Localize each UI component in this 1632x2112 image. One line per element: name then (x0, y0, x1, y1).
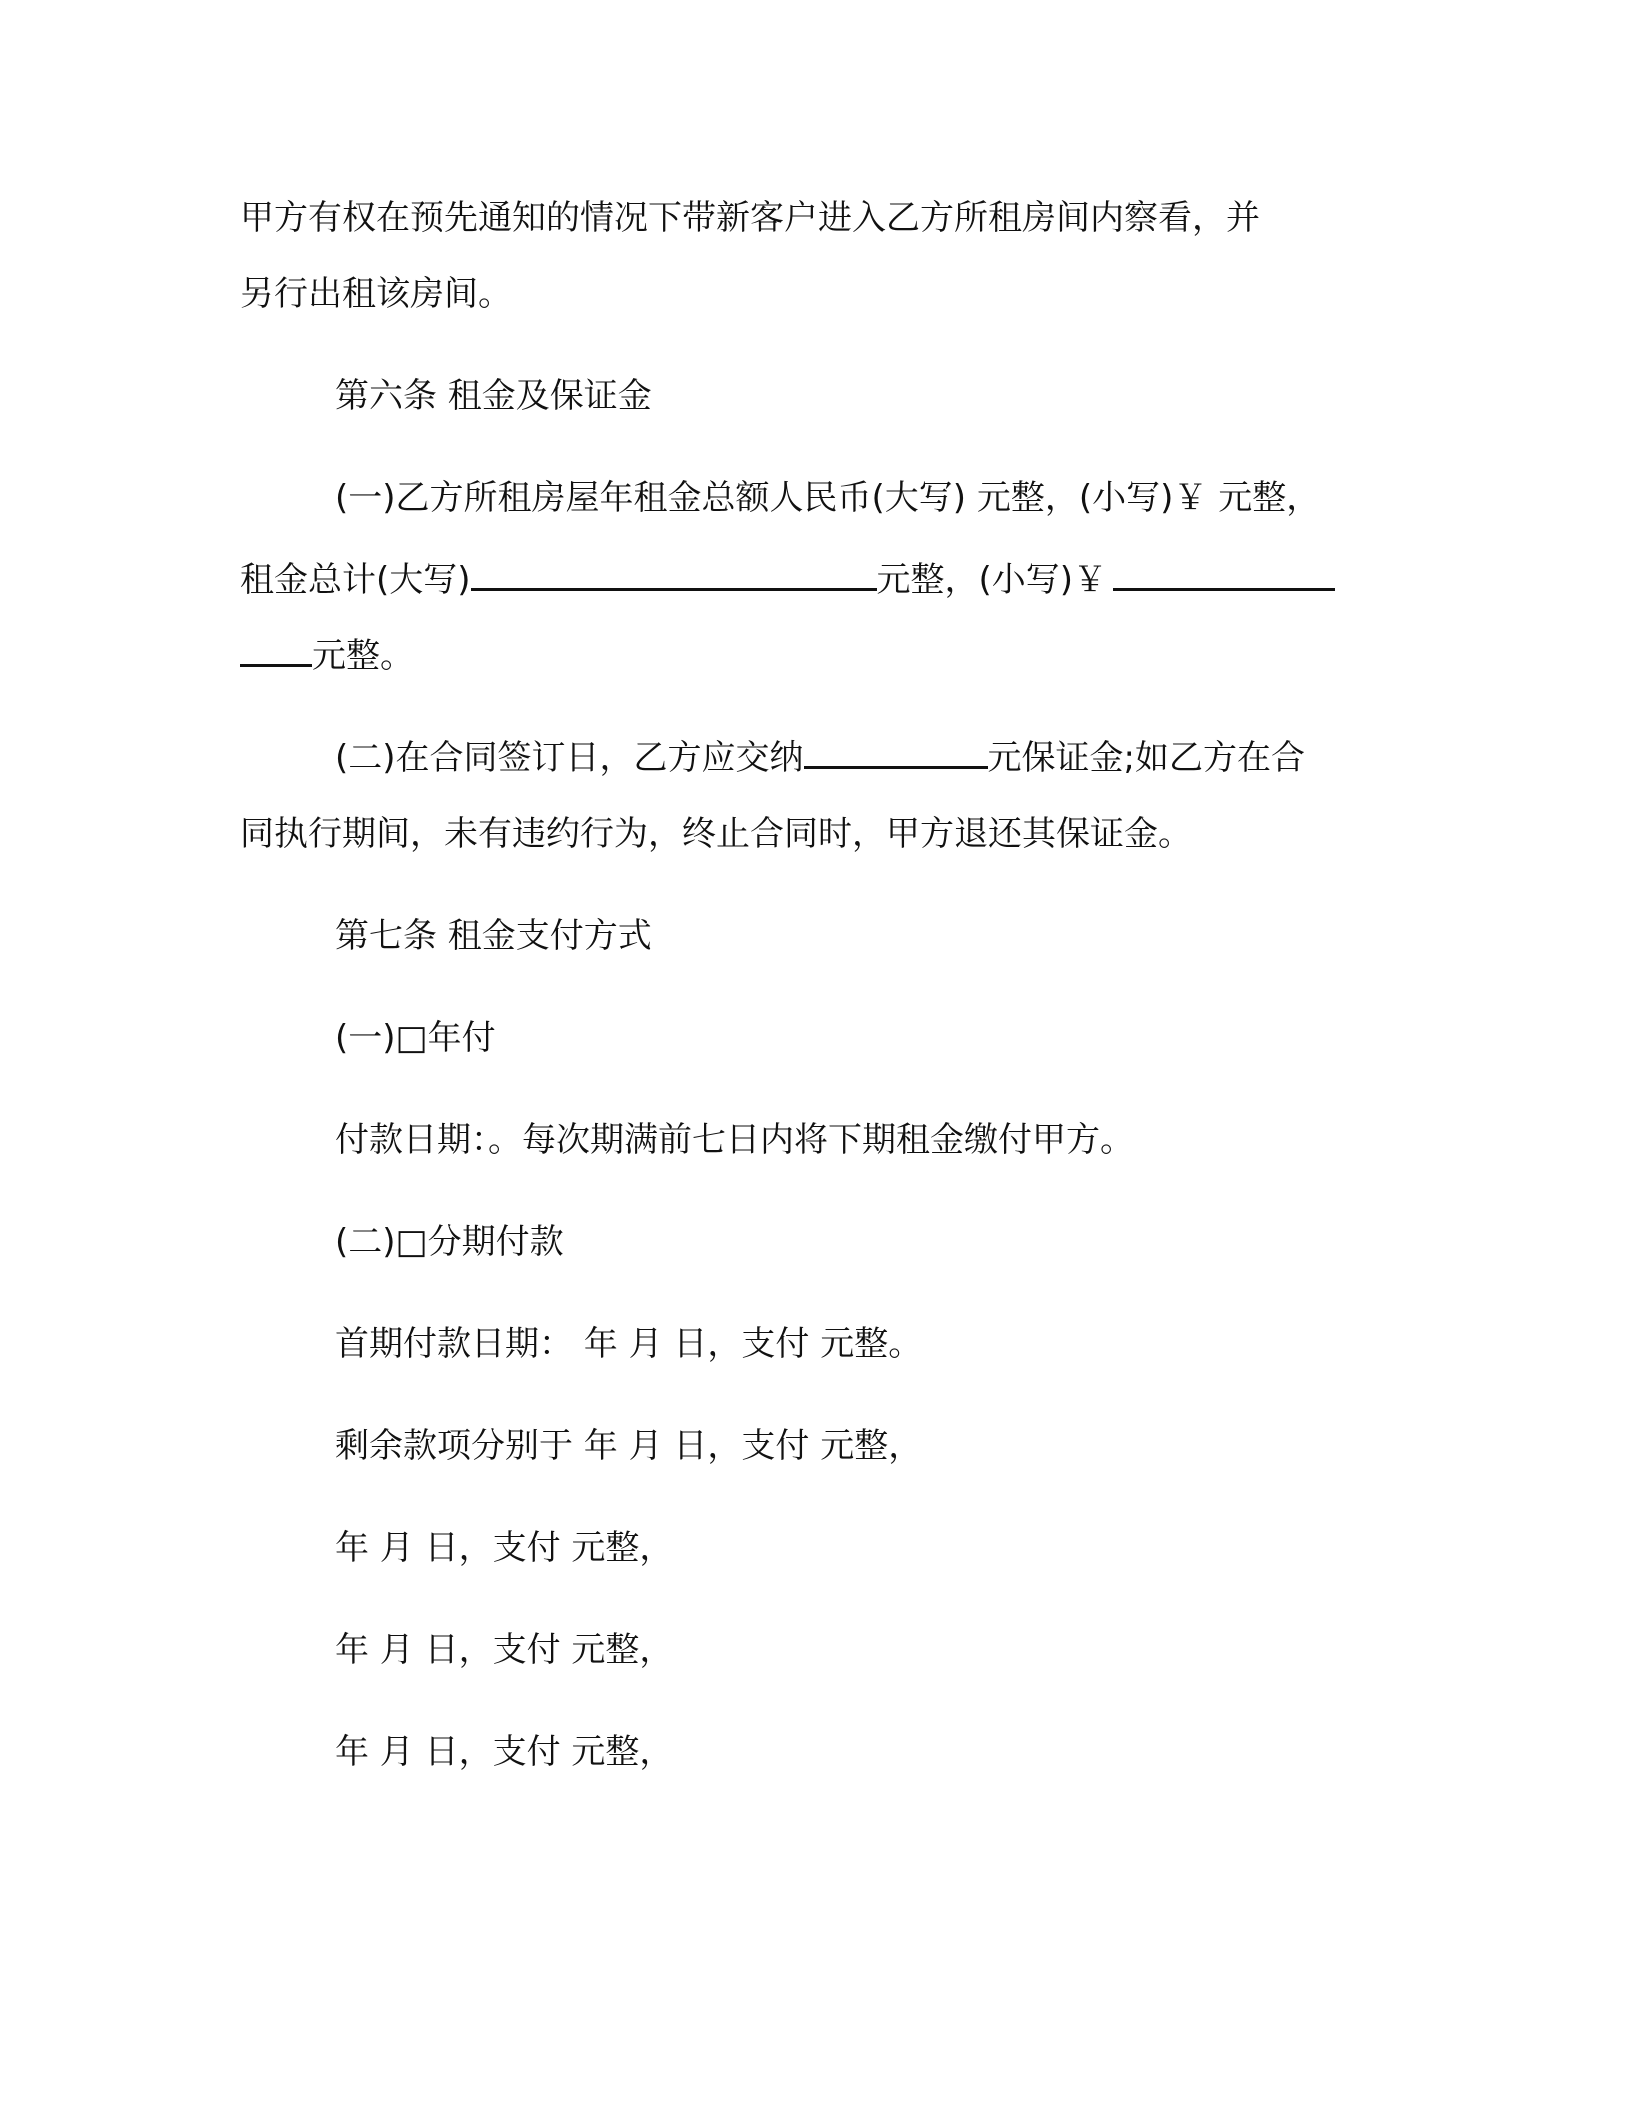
installment-rest: 剩余款项分别于 年 月 日，支付 元整， (335, 1426, 923, 1466)
installment-row: 年 月 日，支付 元整， (335, 1732, 674, 1772)
clause-text: (二)在合同签订日，乙方应交纳 (335, 738, 804, 778)
article-7-option-2: (二)□分期付款 (335, 1222, 564, 1262)
article-6-title: 第六条 租金及保证金 (335, 376, 652, 416)
article-7-option-1-date: 付款日期：。每次期满前七日内将下期租金缴付甲方。 (335, 1120, 1134, 1160)
clause-text: 租金总计(大写) (240, 560, 471, 600)
installment-row: 年 月 日，支付 元整， (335, 1630, 674, 1670)
clause-text: 元整，(小写)￥ (876, 560, 1108, 600)
fill-blank-line (1113, 558, 1335, 591)
article-6-clause-1-line1: (一)乙方所租房屋年租金总额人民币(大写) 元整，(小写)￥ 元整， (335, 478, 1321, 518)
article-6-clause-1-line3 (240, 634, 414, 678)
fill-blank-line (240, 634, 312, 667)
fill-blank-line (471, 558, 877, 591)
fill-blank-line (804, 736, 988, 769)
clause-text: 元保证金;如乙方在合 (987, 738, 1305, 778)
installment-first: 首期付款日期： 年 月 日，支付 元整。 (335, 1324, 923, 1364)
article-6-clause-2-line1 (335, 736, 1305, 780)
article-6-clause-2-line2: 同执行期间，未有违约行为，终止合同时，甲方退还其保证金。 (240, 814, 1192, 854)
article-7-title: 第七条 租金支付方式 (335, 916, 652, 956)
article-6-clause-1-line2 (240, 558, 1335, 602)
clause-text: 元整。 (312, 636, 414, 676)
paragraph-line: 甲方有权在预先通知的情况下带新客户进入乙方所租房间内察看，并 (240, 198, 1260, 238)
article-7-option-1: (一)□年付 (335, 1018, 496, 1058)
paragraph-line: 另行出租该房间。 (240, 274, 512, 314)
installment-row: 年 月 日，支付 元整， (335, 1528, 674, 1568)
